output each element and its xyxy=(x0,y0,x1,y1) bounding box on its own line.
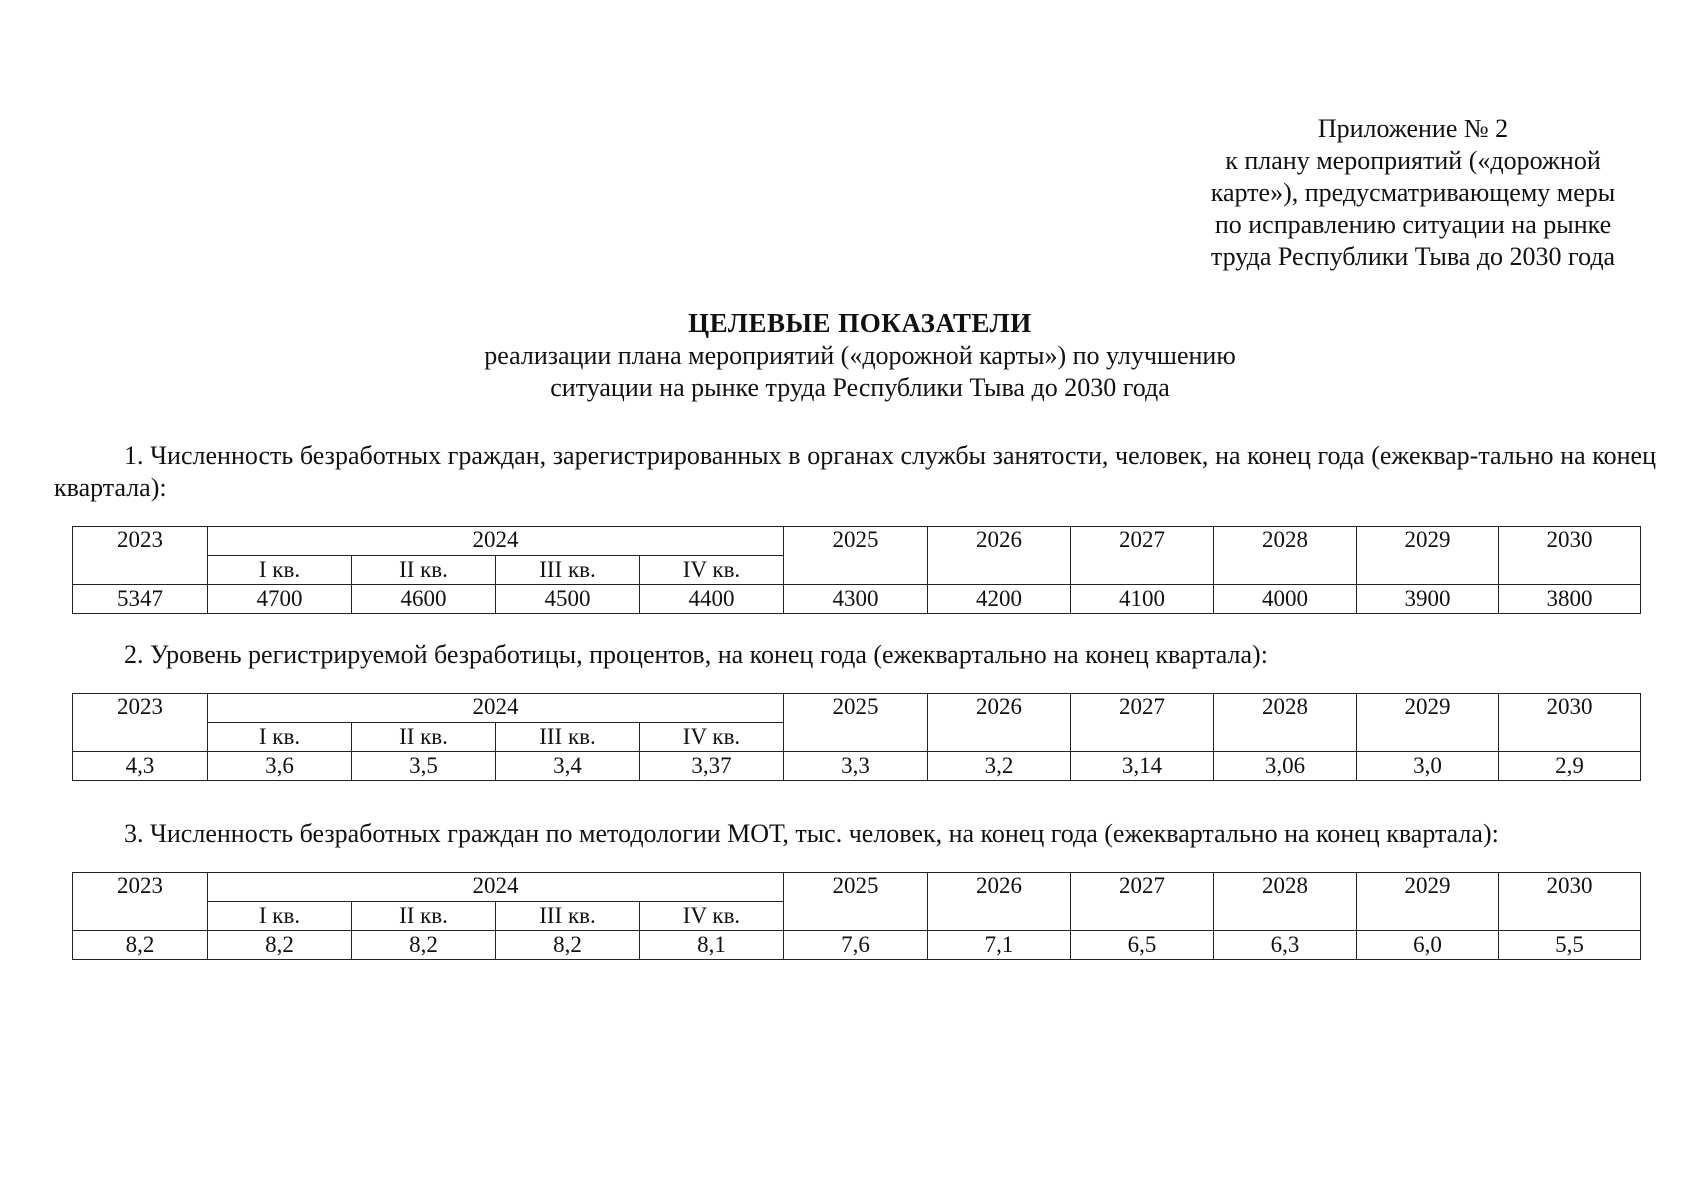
header-cell: 2028 xyxy=(1214,527,1357,585)
value-cell: 4200 xyxy=(928,585,1071,614)
header-cell: 2029 xyxy=(1357,694,1499,752)
value-cell: 8,1 xyxy=(640,931,784,960)
header-cell: 2023 xyxy=(73,694,208,752)
header-cell: 2026 xyxy=(928,694,1071,752)
indicator-table-2 xyxy=(72,693,1641,781)
header-cell: 2028 xyxy=(1214,873,1357,931)
value-cell: 7,6 xyxy=(784,931,928,960)
heading xyxy=(0,306,1697,404)
value-cell: 8,2 xyxy=(352,931,496,960)
header-cell: 2023 xyxy=(73,527,208,585)
page-title: ЦЕЛЕВЫЕ ПОКАЗАТЕЛИ xyxy=(688,308,1032,338)
section-1-caption: 1. Численность безработных граждан, зарегистрированных в органах службы занятости, человек, на конец года (ежеквар-тально на конец квартала): xyxy=(54,441,1656,502)
value-cell: 3,2 xyxy=(928,752,1071,781)
value-cell: 4400 xyxy=(640,585,784,614)
header-cell: 2024 xyxy=(208,694,784,723)
header-cell: 2030 xyxy=(1499,873,1641,931)
annex-note xyxy=(1173,113,1653,273)
value-cell: 3,06 xyxy=(1214,752,1357,781)
value-cell: 6,0 xyxy=(1357,931,1499,960)
value-cell: 2,9 xyxy=(1499,752,1641,781)
header-cell: 2030 xyxy=(1499,527,1641,585)
header-cell: 2025 xyxy=(784,873,928,931)
annex-line: Приложение № 2 xyxy=(1317,114,1509,143)
value-cell: 3,5 xyxy=(352,752,496,781)
quarter-cell: I кв. xyxy=(208,902,352,931)
value-cell: 3,14 xyxy=(1071,752,1214,781)
value-cell: 4,3 xyxy=(73,752,208,781)
section-2-text xyxy=(54,639,1656,671)
header-cell: 2029 xyxy=(1357,873,1499,931)
header-cell: 2024 xyxy=(208,527,784,556)
value-cell: 3900 xyxy=(1357,585,1499,614)
quarter-cell: II кв. xyxy=(352,723,496,752)
section-3-text xyxy=(54,818,1656,850)
section-2-caption: 2. Уровень регистрируемой безработицы, процентов, на конец года (ежеквартально на конец квартала): xyxy=(124,640,1268,669)
header-cell: 2026 xyxy=(928,873,1071,931)
header-cell: 2029 xyxy=(1357,527,1499,585)
quarter-cell: IV кв. xyxy=(640,723,784,752)
header-cell: 2028 xyxy=(1214,694,1357,752)
header-cell: 2025 xyxy=(784,527,928,585)
value-cell: 3,3 xyxy=(784,752,928,781)
quarter-cell: IV кв. xyxy=(640,902,784,931)
annex-line: труда Республики Тыва до 2030 года xyxy=(1210,242,1616,271)
quarter-cell: II кв. xyxy=(352,902,496,931)
value-cell: 3,37 xyxy=(640,752,784,781)
indicator-table-3 xyxy=(72,872,1641,960)
value-cell: 8,2 xyxy=(496,931,640,960)
header-cell: 2023 xyxy=(73,873,208,931)
section-3-caption: 3. Численность безработных граждан по методологии МОТ, тыс. человек, на конец года (ежеквартально на конец квартала): xyxy=(124,819,1499,848)
quarter-cell: IV кв. xyxy=(640,556,784,585)
header-cell: 2030 xyxy=(1499,694,1641,752)
value-cell: 3,4 xyxy=(496,752,640,781)
header-cell: 2027 xyxy=(1071,527,1214,585)
value-cell: 4100 xyxy=(1071,585,1214,614)
header-cell: 2024 xyxy=(208,873,784,902)
quarter-cell: III кв. xyxy=(496,556,640,585)
value-cell: 8,2 xyxy=(208,931,352,960)
value-cell: 6,5 xyxy=(1071,931,1214,960)
value-cell: 3800 xyxy=(1499,585,1641,614)
indicator-table-1 xyxy=(72,526,1641,614)
header-cell: 2026 xyxy=(928,527,1071,585)
value-cell: 4300 xyxy=(784,585,928,614)
value-cell: 6,3 xyxy=(1214,931,1357,960)
value-cell: 3,6 xyxy=(208,752,352,781)
header-cell: 2027 xyxy=(1071,873,1214,931)
quarter-cell: III кв. xyxy=(496,723,640,752)
subtitle-line: реализации плана мероприятий («дорожной карты») по улучшению xyxy=(484,341,1236,370)
value-cell: 4600 xyxy=(352,585,496,614)
section-1-text xyxy=(54,440,1656,504)
value-cell: 5,5 xyxy=(1499,931,1641,960)
table-row xyxy=(73,931,1641,960)
value-cell: 4500 xyxy=(496,585,640,614)
table-row xyxy=(73,585,1641,614)
quarter-cell: II кв. xyxy=(352,556,496,585)
quarter-cell: III кв. xyxy=(496,902,640,931)
quarter-cell: I кв. xyxy=(208,723,352,752)
value-cell: 4000 xyxy=(1214,585,1357,614)
annex-line: по исправлению ситуации на рынке xyxy=(1214,210,1612,239)
value-cell: 4700 xyxy=(208,585,352,614)
value-cell: 3,0 xyxy=(1357,752,1499,781)
value-cell: 7,1 xyxy=(928,931,1071,960)
annex-line: к плану мероприятий («дорожной xyxy=(1225,146,1601,175)
subtitle-line: ситуации на рынке труда Республики Тыва до 2030 года xyxy=(550,373,1170,402)
header-cell: 2025 xyxy=(784,694,928,752)
table-row xyxy=(73,752,1641,781)
header-cell: 2027 xyxy=(1071,694,1214,752)
quarter-cell: I кв. xyxy=(208,556,352,585)
annex-line: карте»), предусматривающему меры xyxy=(1210,178,1616,207)
value-cell: 5347 xyxy=(73,585,208,614)
value-cell: 8,2 xyxy=(73,931,208,960)
